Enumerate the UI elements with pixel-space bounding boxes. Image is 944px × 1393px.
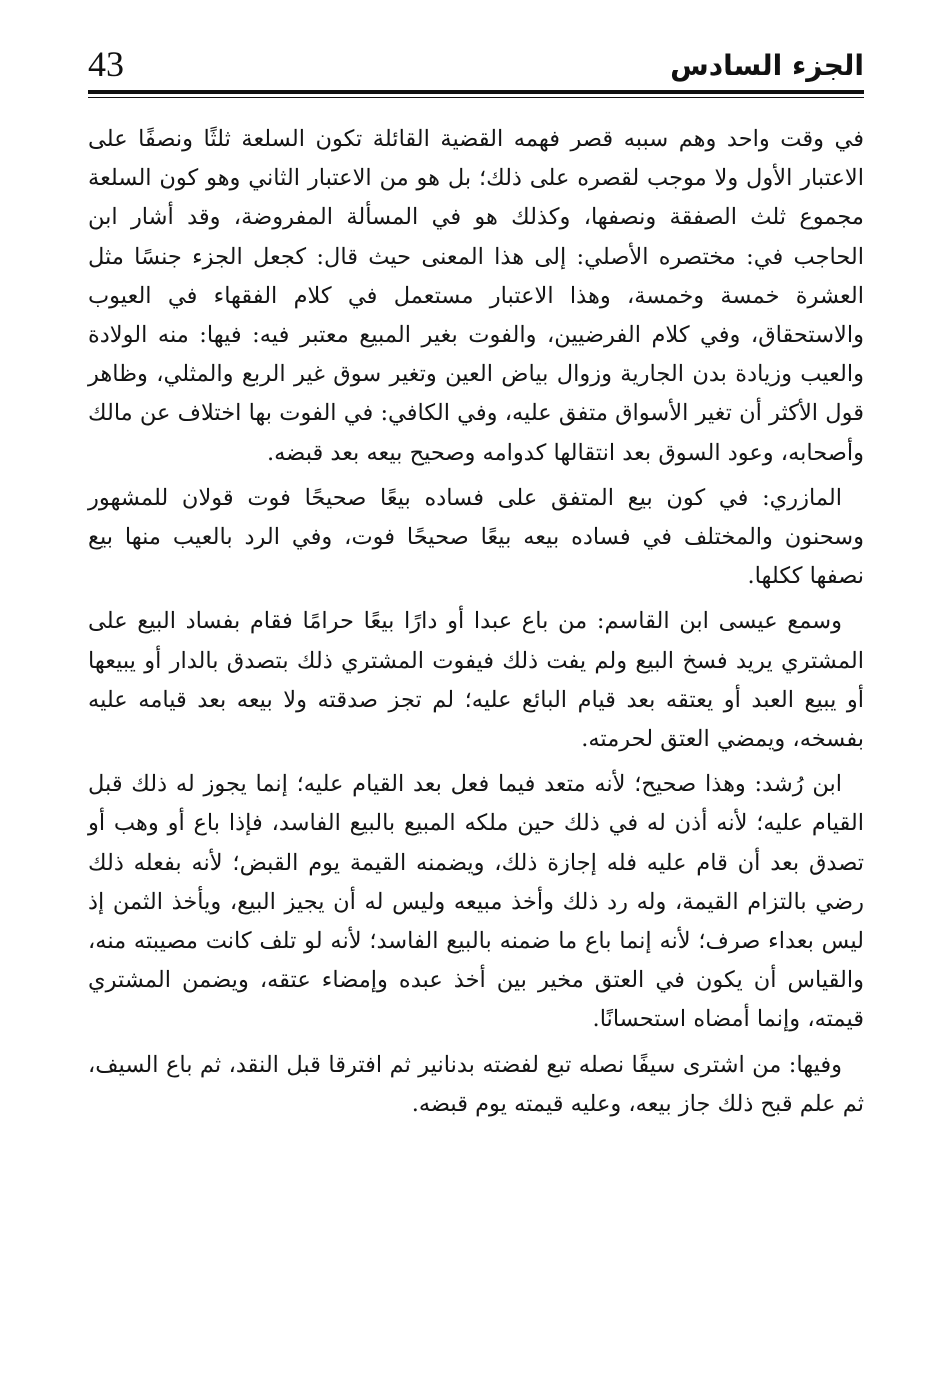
header-rule-thick bbox=[88, 90, 864, 94]
running-title: الجزء السادس bbox=[670, 49, 864, 82]
paragraph: ابن رُشد: وهذا صحيح؛ لأنه متعد فيما فعل بعد القيام عليه؛ إنما يجوز له ذلك قبل القيام عليه؛ لأنه أذن له في ذلك حين ملكه المبيع بالبيع الفاسد، فإذا باع أو وهب أو تصدق بعد أن قام عليه فله إجازة ذلك، ويضمنه القيمة يوم القبض؛ لأنه بفعله ذلك رضي بالتزام القيمة، وله رد ذلك وأخذ مبيعه وليس له أن يجيز البيع، ويأخذ الثمن إذ ليس بعداء صرف؛ لأنه إنما باع ما ضمنه بالبيع الفاسد؛ لأنه لو تلف كانت مصيبته منه، والقياس أن يكون في العتق مخير بين أخذ عبده وإمضاء عتقه، ويضمن المشتري قيمته، وإنما أمضاه استحسانًا. bbox=[88, 771, 864, 1033]
paragraph: وسمع عيسى ابن القاسم: من باع عبدا أو دارًا بيعًا حرامًا فقام بفساد البيع على المشتري يريد فسخ البيع ولم يفت ذلك فيفوت المشتري ذلك بتصدق بالدار أو يبيعها أو يبيع العبد أو يعتقه بعد قيام البائع عليه؛ لم تجز صدقته ولا بيعه بعد قيامه عليه بفسخه، ويمضي العتق لحرمته. bbox=[88, 608, 864, 753]
paragraph: وفيها: من اشترى سيفًا نصله تبع لفضته بدنانير ثم افترقا قبل النقد، ثم باع السيف، ثم علم قبح ذلك جاز بيعه، وعليه قيمته يوم قبضه. bbox=[88, 1051, 864, 1117]
paragraph: في وقت واحد وهم سببه قصر فهمه القضية القائلة تكون السلعة ثلثًا ونصفًا على الاعتبار الأول ولا موجب لقصره على ذلك؛ بل هو من الاعتبار الثاني وهو كون السلعة مجموع ثلث الصفقة ونصفها، وكذلك هو في المسألة المفروضة، وقد أشار ابن الحاجب في: مختصره الأصلي: إلى هذا المعنى حيث قال: كجعل الجزء جنسًا مثل العشرة خمسة وخمسة، وهذا الاعتبار مستعمل في كلام الفقهاء في العيوب والاستحقاق، وفي كلام الفرضيين، والفوت بغير المبيع معتبر فيه: فيها: منه الولادة والعيب وزيادة بدن الجارية وزوال بياض العين وتغير سوق غير الربع والمثلي، وظاهر قول الأكثر أن تغير الأسواق متفق عليه، وفي الكافي: في الفوت بها اختلاف عن مالك وأصحابه، وعود السوق بعد انتقالها كدوامه وصحيح بيعه بعد قبضه. bbox=[88, 126, 864, 466]
page-number: 43 bbox=[88, 44, 124, 84]
paragraph: المازري: في كون بيع المتفق على فساده بيعًا صحيحًا فوت قولان للمشهور وسحنون والمختلف في فساده بيعه بيعًا صحيحًا فوت، وفي الرد بالعيب منها بيع نصفها ككلها. bbox=[88, 484, 864, 590]
header-rule-thin bbox=[88, 97, 864, 98]
page-header bbox=[88, 38, 864, 94]
page-body bbox=[88, 120, 864, 1130]
